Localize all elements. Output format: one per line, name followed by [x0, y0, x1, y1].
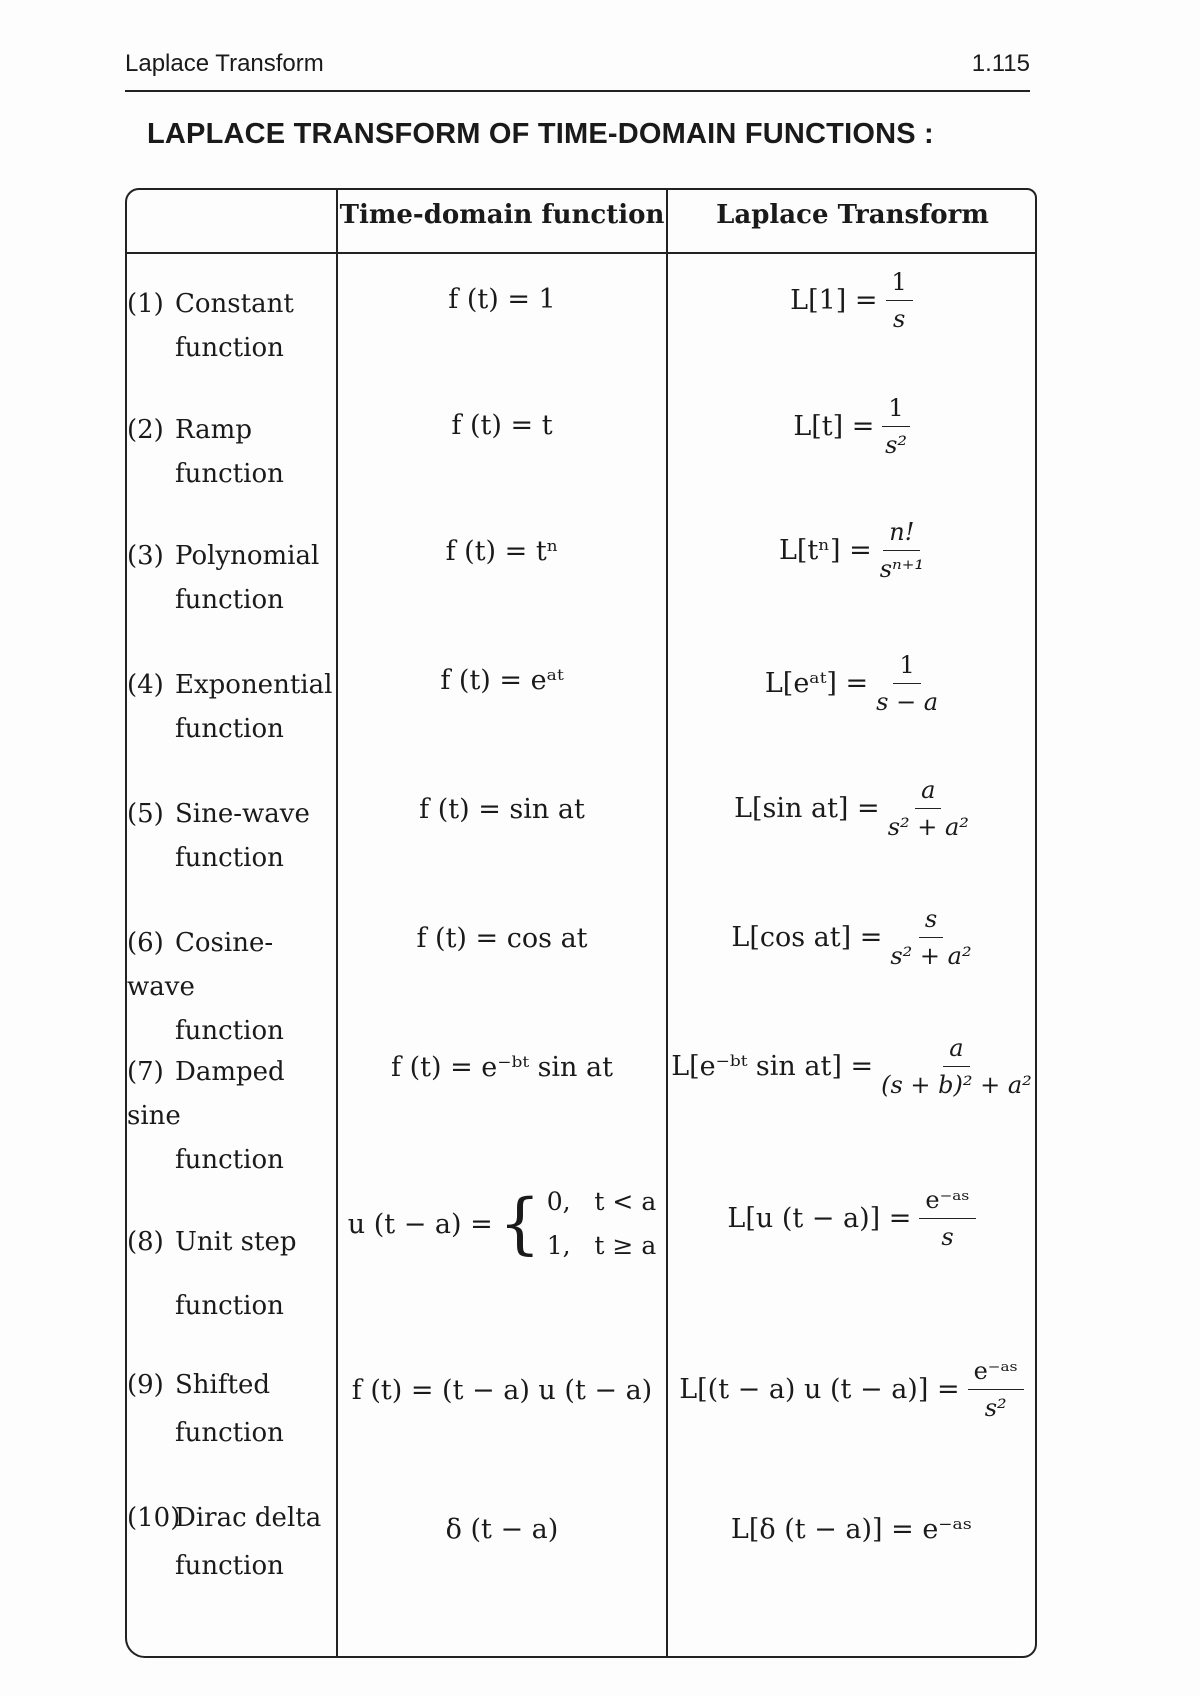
function-name: (2) Ramp function [127, 415, 284, 489]
laplace-expr: L[(t − a) u (t − a)] = $\frac{\text{e⁻ᵃˢ}}{\text{s²}}$ [668, 1357, 1035, 1422]
time-domain-expr: f (t) = eᵃᵗ [440, 665, 564, 696]
laplace-expr: L[tⁿ] = $\frac{n!}{\text{sⁿ⁺¹}}$ [778, 518, 925, 583]
time-domain-expr: f (t) = sin at [419, 794, 585, 825]
time-domain-expr: f (t) = t [451, 410, 553, 441]
function-name: (9) Shifted function [127, 1370, 284, 1448]
time-domain-expr: f (t) = tⁿ [445, 536, 559, 567]
page-heading: LAPLACE TRANSFORM OF TIME-DOMAIN FUNCTIONS : [147, 118, 934, 150]
laplace-expr: L[δ (t − a)] = e⁻ᵃˢ [730, 1514, 973, 1545]
running-title: Laplace Transform [125, 50, 324, 77]
column-header-time-domain: Time-domain function [339, 200, 665, 230]
function-name: (1) Constant function [127, 289, 294, 363]
brace-glyph: { [498, 1185, 541, 1262]
function-name: (7) Damped sine function [127, 1057, 285, 1175]
laplace-expr: L[u (t − a)] = $\frac{\text{e⁻ᵃˢ}}{s}$ [668, 1186, 1035, 1251]
column-header-laplace: Laplace Transform [716, 200, 989, 230]
laplace-expr: L[sin at] = $\frac{a}{\text{s² + a²}}$ [734, 776, 969, 841]
function-name: (5) Sine-wave function [127, 799, 310, 873]
laplace-expr: L[e⁻ᵇᵗ sin at] = $\frac{a}{\text{(s + b)² + a²}}$ [671, 1034, 1032, 1099]
header-divider [125, 252, 1037, 254]
function-name: (6) Cosine-wave function [127, 928, 284, 1046]
running-head [125, 50, 1030, 92]
function-name: (4) Exponential function [127, 670, 333, 744]
time-domain-expr: f (t) = e⁻ᵇᵗ sin at [391, 1052, 613, 1083]
time-domain-expr: δ (t − a) [445, 1514, 559, 1545]
time-domain-expr: f (t) = cos at [416, 923, 588, 954]
time-domain-expr: f (t) = (t − a) u (t − a) [351, 1375, 653, 1406]
laplace-expr: L[cos at] = $\frac{s}{\text{s² + a²}}$ [731, 905, 972, 970]
page-number: 1.115 [971, 50, 1030, 77]
function-name: (8) Unit step function [127, 1227, 297, 1321]
laplace-expr: L[t] = $\frac{1}{\text{s²}}$ [668, 394, 1035, 459]
function-name: (3) Polynomial function [127, 541, 320, 615]
function-name: (10)Dirac delta function [127, 1503, 322, 1581]
time-domain-expr: u (t − a) = { 0, t < a 1, t ≥ a [347, 1185, 657, 1262]
laplace-expr: L[eᵃᵗ] = $\frac{1}{s - a}$ [764, 651, 939, 716]
time-domain-expr: f (t) = 1 [448, 284, 556, 315]
laplace-expr: L[1] = $\frac{1}{s}$ [668, 268, 1035, 333]
